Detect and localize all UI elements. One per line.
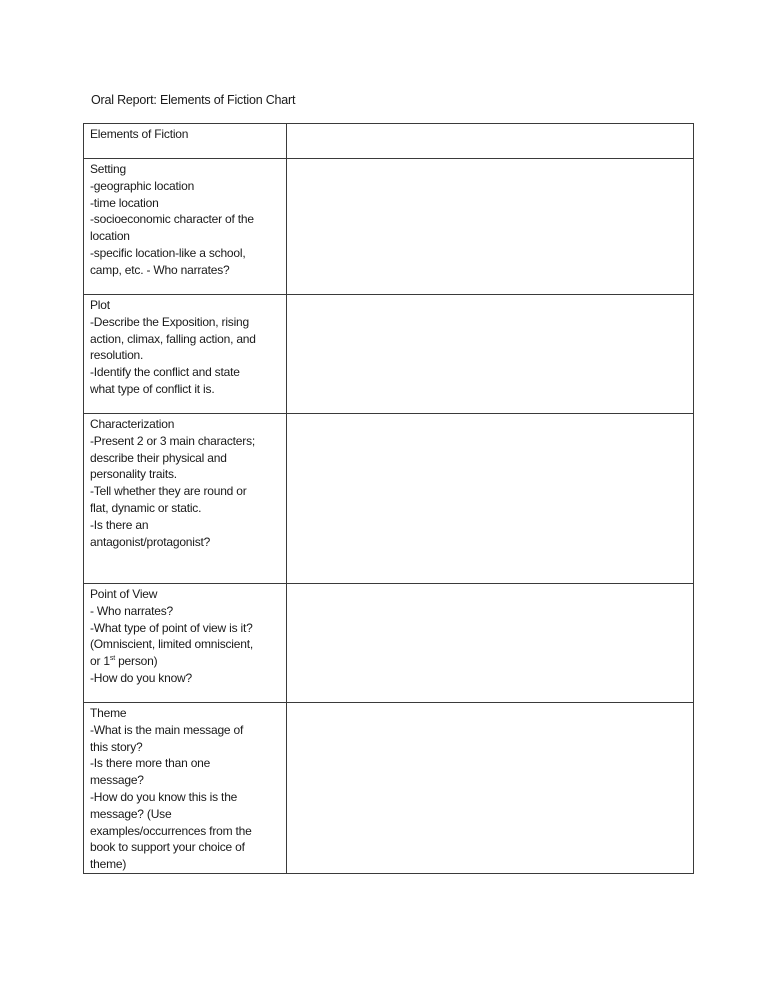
cell-line: -socioeconomic character of the [90, 212, 254, 227]
cell-line: Point of View [90, 587, 158, 601]
cell-line: location [90, 229, 130, 244]
cell-line: message? (Use [90, 806, 172, 821]
answer-cell-setting[interactable] [287, 159, 694, 295]
elements-of-fiction-table [83, 123, 694, 874]
cell-line-person [90, 653, 281, 670]
answer-cell-plot[interactable] [287, 295, 694, 414]
cell-line: Theme [90, 706, 127, 720]
row-label-elements-of-fiction [84, 124, 287, 159]
row-label-plot [84, 295, 287, 414]
cell-line: -Is there more than one [90, 756, 211, 771]
cell-line: camp, etc. - Who narrates? [90, 262, 230, 277]
cell-line: -Present 2 or 3 main characters; [90, 433, 256, 448]
row-label-characterization [84, 414, 287, 584]
cell-line: -geographic location [90, 178, 195, 193]
cell-line: Setting [90, 162, 126, 176]
cell-line: Plot [90, 298, 110, 312]
cell-line: -Describe the Exposition, rising [90, 314, 250, 329]
cell-line: flat, dynamic or static. [90, 500, 202, 515]
cell-line: examples/occurrences from the [90, 823, 252, 838]
cell-line: (Omniscient, limited omniscient, [90, 637, 253, 652]
cell-line: - Who narrates? [90, 603, 174, 618]
row-label-setting [84, 159, 287, 295]
cell-line: -What is the main message of [90, 722, 244, 737]
cell-line: -What type of point of view is it? [90, 620, 253, 635]
cell-line: theme) [90, 857, 127, 872]
table-row [84, 124, 694, 159]
cell-line: -specific location-like a school, [90, 245, 246, 260]
table-row [84, 159, 694, 295]
table-row [84, 414, 694, 584]
table-row [84, 584, 694, 703]
cell-line: resolution. [90, 348, 144, 363]
person-suffix: person) [114, 654, 158, 669]
cell-line: -Identify the conflict and state [90, 365, 240, 380]
page-title: Oral Report: Elements of Fiction Chart [91, 93, 296, 107]
row-label-theme [84, 703, 287, 874]
cell-line: book to support your choice of [90, 840, 245, 855]
cell-line: -Is there an [90, 517, 149, 532]
cell-line: -Tell whether they are round or [90, 484, 247, 499]
cell-line: antagonist/protagonist? [90, 534, 211, 549]
row-label-point-of-view [84, 584, 287, 703]
cell-line: -How do you know this is the [90, 789, 238, 804]
cell-line: this story? [90, 739, 143, 754]
cell-line: describe their physical and [90, 450, 227, 465]
cell-line: Elements of Fiction [90, 127, 189, 141]
cell-line: what type of conflict it is. [90, 381, 215, 396]
answer-cell-characterization[interactable] [287, 414, 694, 584]
answer-cell-theme[interactable] [287, 703, 694, 874]
cell-line: Characterization [90, 417, 175, 431]
cell-line: -time location [90, 195, 159, 210]
person-superscript: st [109, 655, 115, 663]
cell-line: personality traits. [90, 467, 177, 482]
table-row [84, 703, 694, 874]
person-prefix: or 1 [90, 654, 110, 669]
table-row [84, 295, 694, 414]
answer-cell-point-of-view[interactable] [287, 584, 694, 703]
cell-line: action, climax, falling action, and [90, 331, 256, 346]
cell-line: message? [90, 773, 144, 788]
cell-line: -How do you know? [90, 670, 192, 685]
answer-cell-elements-of-fiction[interactable] [287, 124, 694, 159]
